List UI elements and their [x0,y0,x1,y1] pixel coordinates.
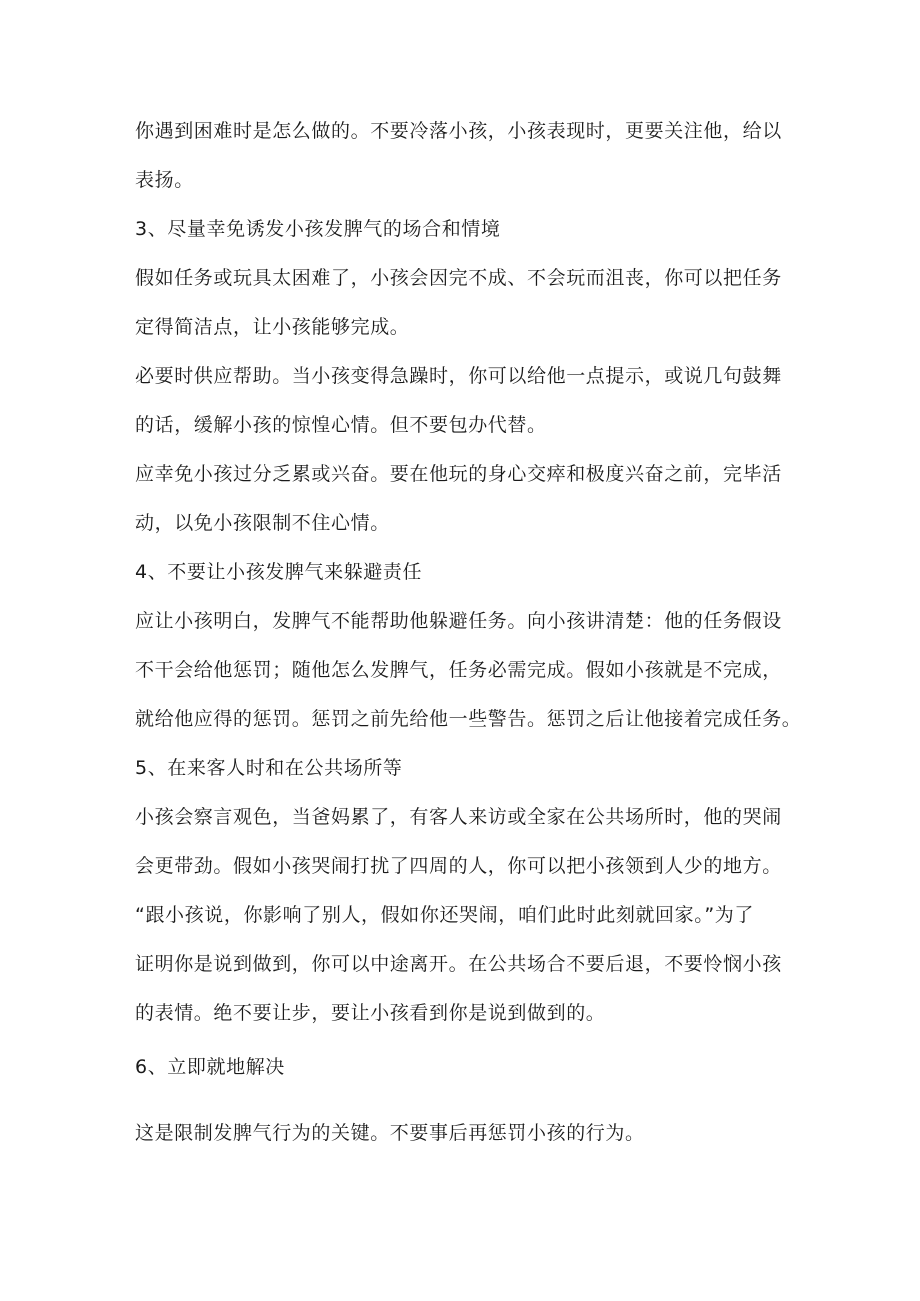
section-heading-6: 6、立即就地解决 [135,1056,285,1078]
text-line-6: 必要时供应帮助。当小孩变得急躁时，你可以给他一点提示，或说几句鼓舞 [135,365,782,387]
section-heading-4: 4、不要让小孩发脾气来躲避责任 [135,561,423,583]
text-line-9: 动，以免小孩限制不住心情。 [135,512,390,534]
text-line-13: 就给他应得的惩罚。惩罚之前先给他一些警告。惩罚之后让他接着完成任务。 [135,708,802,730]
text-line-7: 的话，缓解小孩的惊惶心情。但不要包办代替。 [135,414,547,436]
text-line-15: 小孩会察言观色，当爸妈累了，有客人来访或全家在公共场所时，他的哭闹 [135,806,782,828]
text-line-8: 应幸免小孩过分乏累或兴奋。要在他玩的身心交瘁和极度兴奋之前，完毕活 [135,463,782,485]
text-line-16: 会更带劲。假如小孩哭闹打扰了四周的人，你可以把小孩领到人少的地方。 [135,855,782,877]
text-line-2: 表扬。 [135,169,194,191]
text-line-17: “跟小孩说，你影响了别人，假如你还哭闹，咱们此时此刻就回家。”为了 [135,904,754,926]
section-heading-3: 3、尽量幸免诱发小孩发脾气的场合和情境 [135,218,501,240]
text-line-5: 定得简洁点，让小孩能够完成。 [135,316,410,338]
text-line-11: 应让小孩明白，发脾气不能帮助他躲避任务。向小孩讲清楚：他的任务假设 [135,610,782,632]
text-line-1: 你遇到困难时是怎么做的。不要冷落小孩，小孩表现时，更要关注他，给以 [135,120,782,142]
text-line-19: 的表情。绝不要让步，要让小孩看到你是说到做到的。 [135,1002,606,1024]
text-line-4: 假如任务或玩具太困难了，小孩会因完不成、不会玩而沮丧，你可以把任务 [135,267,782,289]
text-line-21: 这是限制发脾气行为的关键。不要事后再惩罚小孩的行为。 [135,1122,645,1144]
section-heading-5: 5、在来客人时和在公共场所等 [135,757,403,779]
text-line-18: 证明你是说到做到，你可以中途离开。在公共场合不要后退，不要怜悯小孩 [135,953,782,975]
text-line-12: 不干会给他惩罚；随他怎么发脾气，任务必需完成。假如小孩就是不完成， [135,659,782,681]
